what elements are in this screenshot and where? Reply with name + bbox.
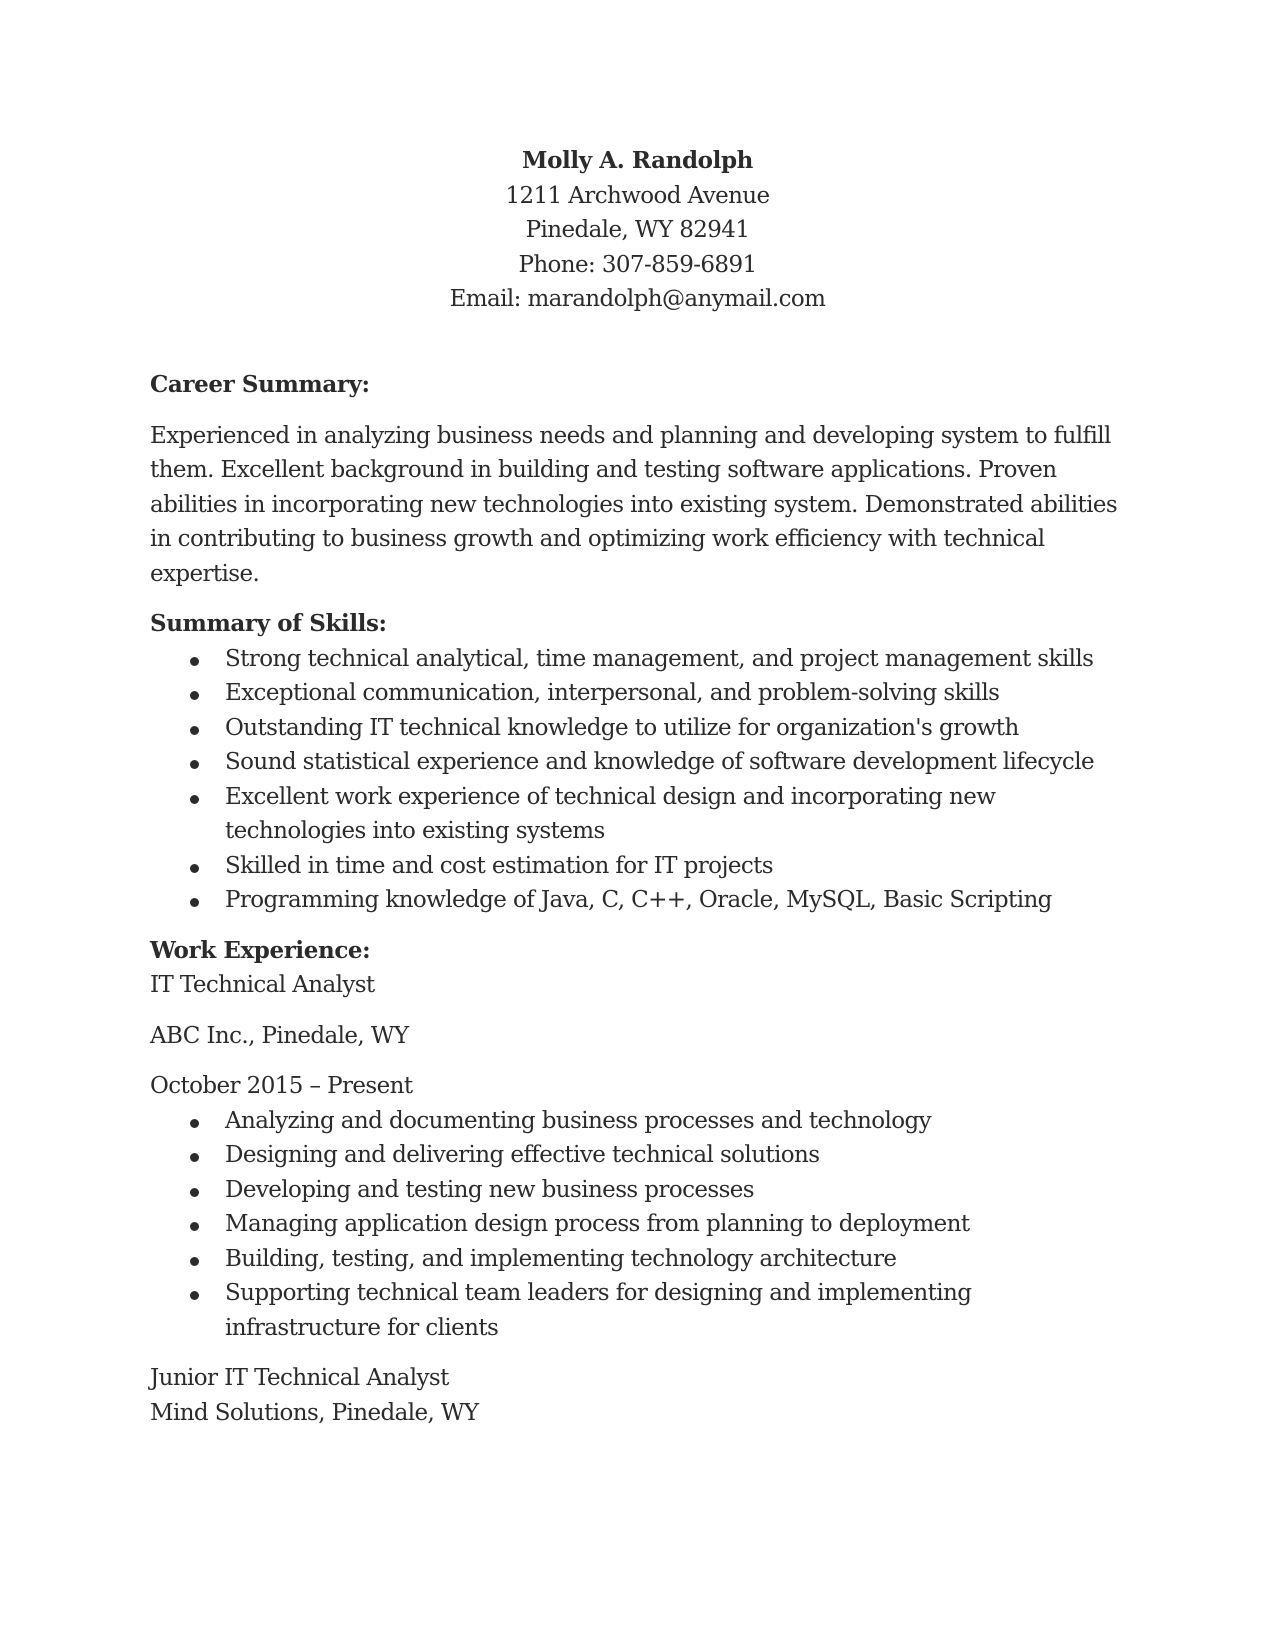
email-address: Email: marandolph@anymail.com [449, 286, 826, 312]
duty-text: Developing and testing new business processes [225, 1176, 754, 1203]
list-item [150, 676, 1130, 711]
skill-text: Exceptional communication, interpersonal, and problem-solving skills [225, 680, 1000, 706]
list-item [150, 883, 1130, 918]
contact-header [0, 144, 1275, 317]
skill-text: Sound statistical experience and knowledge of software development lifecycle [225, 749, 1094, 775]
bullet-icon [190, 795, 199, 804]
career-summary-text: Experienced in analyzing business needs and planning and developing system to fulfill them. Excellent background in building and testing software applications. Proven abilities in incorporating new technologies into existing system. Demonstrated abilities in contributing to business growth and optimizing work efficiency with technical expertise. [150, 422, 1118, 587]
duty-text: Analyzing and documenting business processes and technology [225, 1107, 932, 1134]
skill-text: Excellent work experience of technical design and incorporating new technologies into existing systems [225, 783, 996, 844]
list-item [150, 849, 1130, 884]
bullet-icon [190, 691, 199, 700]
skills-heading: Summary of Skills: [150, 610, 387, 637]
skill-text: Programming knowledge of Java, C, C++, Oracle, MySQL, Basic Scripting [225, 887, 1052, 913]
bullet-icon [190, 657, 199, 666]
list-item [150, 1207, 1130, 1242]
work-experience-heading: Work Experience: [150, 936, 371, 964]
job-company: Mind Solutions, Pinedale, WY [150, 1399, 479, 1426]
bullet-icon [190, 1119, 199, 1128]
candidate-name: Molly A. Randolph [522, 147, 753, 174]
list-item [150, 780, 1130, 849]
bullet-icon [190, 1257, 199, 1266]
list-item [150, 1104, 1130, 1139]
job-dates: October 2015 – Present [150, 1073, 413, 1099]
job-title: Junior IT Technical Analyst [150, 1365, 449, 1391]
duty-text: Designing and delivering effective technical solutions [225, 1142, 820, 1168]
career-summary-heading: Career Summary: [150, 371, 370, 398]
skill-text: Outstanding IT technical knowledge to utilize for organization's growth [225, 714, 1019, 741]
bullet-icon [190, 1153, 199, 1162]
duty-text: Building, testing, and implementing technology architecture [225, 1245, 897, 1272]
phone-number: Phone: 307-859-6891 [518, 251, 757, 278]
job-duties-list [150, 1104, 1130, 1346]
job-company: ABC Inc., Pinedale, WY [150, 1022, 409, 1049]
bullet-icon [190, 1291, 199, 1300]
bullet-icon [190, 1188, 199, 1197]
list-item [150, 642, 1130, 677]
list-item [150, 1242, 1130, 1277]
bullet-icon [190, 864, 199, 873]
city-state-zip: Pinedale, WY 82941 [525, 217, 750, 243]
skills-list [150, 642, 1130, 918]
bullet-icon [190, 726, 199, 735]
duty-text: Managing application design process from planning to deployment [225, 1211, 970, 1237]
list-item [150, 1276, 1130, 1345]
job-title: IT Technical Analyst [150, 972, 375, 998]
duty-text: Supporting technical team leaders for designing and implementing infrastructure for clients [225, 1280, 972, 1341]
list-item [150, 745, 1130, 780]
skill-text: Skilled in time and cost estimation for IT projects [225, 852, 774, 879]
bullet-icon [190, 1222, 199, 1231]
list-item [150, 711, 1130, 746]
list-item [150, 1138, 1130, 1173]
skill-text: Strong technical analytical, time management, and project management skills [225, 645, 1094, 672]
street-address: 1211 Archwood Avenue [505, 182, 770, 209]
bullet-icon [190, 760, 199, 769]
resume-body [150, 368, 1130, 1430]
list-item [150, 1173, 1130, 1208]
bullet-icon [190, 898, 199, 907]
